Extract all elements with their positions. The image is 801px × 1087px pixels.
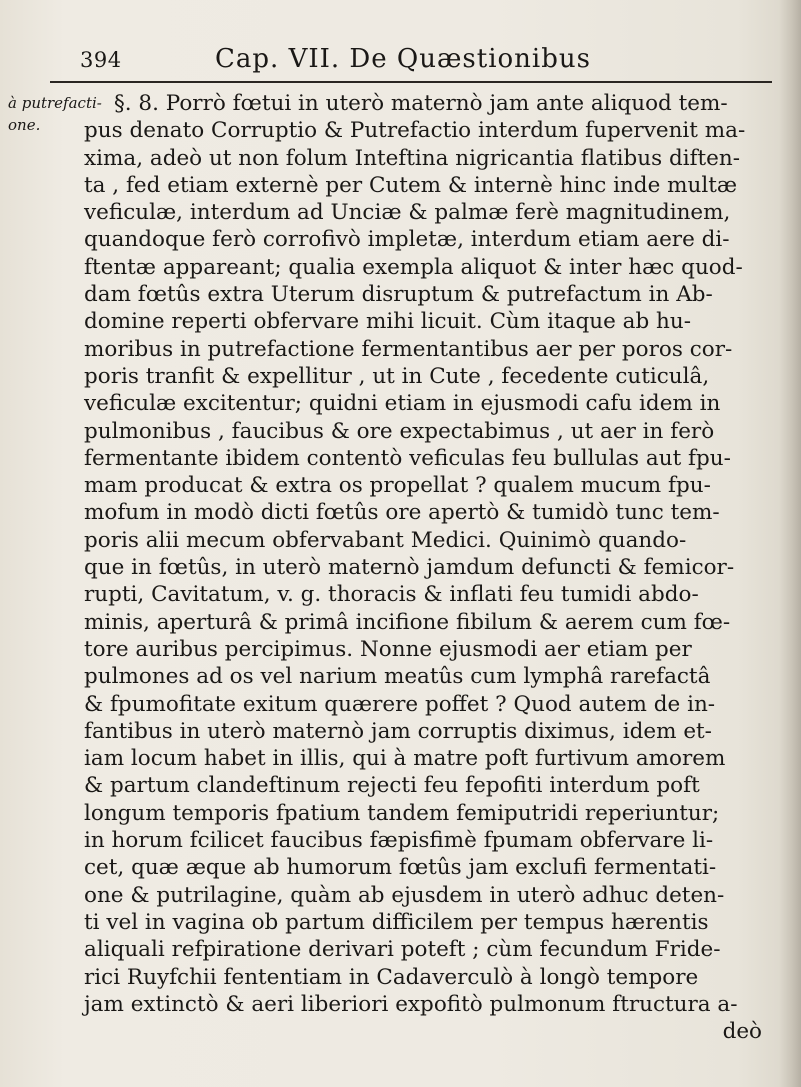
page-edge-shadow: [779, 0, 801, 1087]
text-line: rici Ruyfchii fententiam in Cadaverculò à longò tempore: [84, 964, 699, 990]
body-text: [84, 90, 770, 1045]
text-line: rupti, Cavitatum, v. g. thoracis & inflati feu tumidi abdo-: [84, 582, 699, 608]
text-line: iam locum habet in illis, qui à matre poft furtivum amorem: [84, 746, 726, 772]
text-line: fantibus in uterò maternò jam corruptis diximus, idem et-: [84, 718, 712, 744]
margin-note: [8, 92, 102, 136]
text-line: & partum clandeftinum rejecti feu fepofiti interdum poft: [84, 773, 700, 799]
text-line: quandoque ferò corrofivò impletæ, interdum etiam aere di-: [84, 227, 730, 253]
text-line: jam extinctò & aeri liberiori expofitò pulmonum ftructura a-: [84, 991, 738, 1017]
text-line: pulmones ad os vel narium meatûs cum lymphâ rarefactâ: [84, 664, 711, 690]
text-line: dam fœtûs extra Uterum disruptum & putrefactum in Ab-: [84, 282, 713, 308]
page-number: 394: [80, 48, 122, 72]
text-line: ftentæ appareant; qualia exempla aliquot & inter hæc quod-: [84, 254, 743, 280]
text-line: poris alii mecum obfervabant Medici. Quinimò quando-: [84, 527, 687, 553]
text-line: mofum in modò dicti fœtûs ore apertò & tumidò tunc tem-: [84, 500, 720, 526]
catchword: deò: [722, 1019, 762, 1045]
text-line: xima, adeò ut non folum Inteftina nigricantia flatibus diften-: [84, 145, 741, 171]
text-line: one & putrilagine, quàm ab ejusdem in uterò adhuc deten-: [84, 882, 725, 908]
text-line: aliquali refpiratione derivari poteft ; cùm fecundum Fride-: [84, 937, 721, 963]
text-line: in horum fcilicet faucibus fæpisfimè fpumam obfervare li-: [84, 828, 714, 854]
text-line: fermentante ibidem contentò veficulas feu bullulas aut fpu-: [84, 445, 731, 471]
text-line: & fpumofitate exitum quærere poffet ? Quod autem de in-: [84, 691, 716, 717]
text-line: §. 8. Porrò fœtui in uterò maternò jam ante aliquod tem-: [114, 91, 728, 116]
text-line: pus denato Corruptio & Putrefactio interdum fupervenit ma-: [84, 118, 746, 144]
text-line: que in fœtûs, in uterò maternò jamdum defuncti & femicor-: [84, 555, 735, 581]
text-line: poris tranfit & expellitur , ut in Cute , fecedente cuticulâ,: [84, 363, 710, 389]
text-line: cet, quæ æque ab humorum fœtûs jam exclufi fermentati-: [84, 855, 717, 881]
header-rule: [50, 81, 772, 83]
margin-note-line: à putrefacti-: [8, 94, 102, 112]
text-line: domine reperti obfervare mihi licuit. Cùm itaque ab hu-: [84, 309, 691, 335]
text-line: ta , fed etiam externè per Cutem & internè hinc inde multæ: [84, 172, 738, 198]
running-head: Cap. VII. De Quæstionibus: [215, 44, 591, 74]
text-line: pulmonibus , faucibus & ore expectabimus , ut aer in ferò: [84, 418, 715, 444]
text-line: moribus in putrefactione fermentantibus aer per poros cor-: [84, 336, 733, 362]
margin-note-line: one.: [8, 116, 41, 134]
text-line: veficulæ, interdum ad Unciæ & palmæ ferè magnitudinem,: [84, 200, 731, 226]
text-line: veficulæ excitentur; quidni etiam in ejusmodi cafu idem in: [84, 391, 721, 417]
text-line: ti vel in vagina ob partum difficilem per tempus hærentis: [84, 909, 709, 935]
text-line: minis, aperturâ & primâ incifione fibilum & aerem cum fœ-: [84, 609, 731, 635]
text-line: longum temporis fpatium tandem femiputridi reperiuntur;: [84, 800, 720, 826]
text-line: mam producat & extra os propellat ? qualem mucum fpu-: [84, 473, 711, 499]
text-line: tore auribus percipimus. Nonne ejusmodi aer etiam per: [84, 636, 692, 662]
